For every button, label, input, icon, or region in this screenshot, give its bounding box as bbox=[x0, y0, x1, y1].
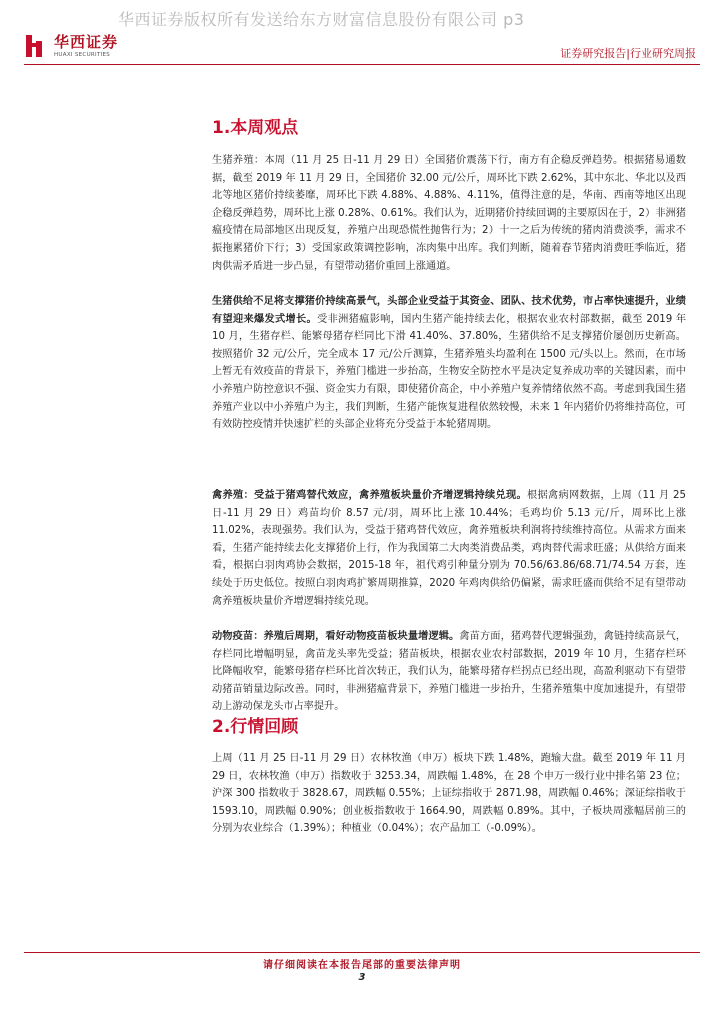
section-heading-market-review: 2.行情回顾 bbox=[212, 717, 299, 737]
watermark-text: 华西证券版权所有发送给东方财富信息股份有限公司 p3 bbox=[118, 10, 525, 29]
paragraph-lead: 动物疫苗：养殖后周期，看好动物疫苗板块量增逻辑。 bbox=[212, 631, 460, 642]
paragraph-lead: 禽养殖：受益于猪鸡替代效应，禽养殖板块量价齐增逻辑持续兑现。 bbox=[212, 490, 527, 501]
paragraph-poultry bbox=[212, 487, 686, 610]
paragraph-market-review bbox=[212, 750, 686, 838]
paragraph-text: 根据禽病网数据，上周（11 月 25 日-11 月 29 日）鸡苗均价 8.57 元/羽，周环比上涨 10.44%；毛鸡均价 5.13 元/斤，周环比上涨 11.02%，表现强势。我们认为，受益于猪鸡替代效应，禽养殖板块利润将持续维持高位。从需求方面来看，生猪产能持续去化支撑猪价上行，作为我国第二大肉类消费品类，鸡肉替代需求旺盛；从供给方面来看，根据白羽肉鸡协会数据，2015-18 年，祖代鸡引种量分别为 70.56/63.86/68.71/74.54 万套，连续处于历史低位。按照白羽肉鸡扩繁周期推算，2020 年鸡肉供给仍偏紧，需求旺盛而供给不足有望带动禽养殖板块量价齐增逻辑持续兑现。 bbox=[212, 490, 687, 607]
logo-english-name: HUAXI SECURITIES bbox=[54, 51, 111, 58]
paragraph-animal-vaccine bbox=[212, 628, 686, 716]
paragraph-text: 禽苗方面，猪鸡替代逻辑强劲，禽链持续高景气，存栏同比增幅明显，禽苗龙头率先受益；猪苗板块，根据农业农村部数据，2019 年 10 月，生猪存栏环比降幅收窄，能繁母猪存栏环比首次转正，我们认为，能繁母猪存栏拐点已经出现，高盈利驱动下有望带动猪苗销量边际改善。同时，非洲猪瘟背景下，养殖门槛进一步抬升，生猪养殖集中度加速提升，有望带动上游动保龙头市占率提升。 bbox=[212, 631, 687, 713]
paragraph-text: 生猪养殖：本周（11 月 25 日-11 月 29 日）全国猪价震荡下行，南方有企稳反弹趋势。根据猪易通数据，截至 2019 年 11 月 29 日，全国猪价 32.00 元/公斤，周环比下跌 2.62%，其中东北、华北以及西北等地区猪价持续萎靡，周环比下跌 4.88%、4.88%、4.11%，值得注意的是，华南、西南等地区出现企稳反弹趋势，周环比上涨 0.28%、0.61%。我们认为，近期猪价持续回调的主要原因在于，2）非洲猪瘟疫情在局部地区出现反复，养殖户出现恐慌性抛售行为；2）十一之后为传统的猪肉消费淡季，需求不振拖累猪价下行；3）受国家政策调控影响，冻肉集中出库。我们判断，随着春节猪肉消费旺季临近，猪肉供需矛盾进一步凸显，有望带动猪价重回上涨通道。 bbox=[212, 155, 686, 272]
section-heading-weekly-view: 1.本周观点 bbox=[212, 118, 299, 138]
paragraph-text: 受非洲猪瘟影响，国内生猪产能持续去化，根据农业农村部数据，截至 2019 年 10 月，生猪存栏、能繁母猪存栏同比下滑 41.40%、37.80%，生猪供给不足支撑猪价屡创历史新高。按照猪价 32 元/公斤，完全成本 17 元/公斤测算，生猪养殖头均盈利在 1500 元/头以上。然而，在市场上暂无有效疫苗的背景下，养殖门槛进一步抬高，生物安全防控水平是决定复养成功率的关键因素，而中小养殖户防控意识不强、资金实力有限，即使猪价高企，中小养殖户复养情绪依然不高。考虑到我国生猪养殖产业以中小养殖户为主，我们判断，生猪产能恢复进程依然较慢，未来 1 年内猪价仍将维持高位，可有效防控疫情并快速扩栏的头部企业将充分受益于本轮猪周期。 bbox=[212, 313, 687, 431]
legal-disclaimer-note: 请仔细阅读在本报告尾部的重要法律声明 bbox=[263, 960, 461, 971]
page-number: 3 bbox=[358, 972, 366, 983]
paragraph-text: 上周（11 月 25 日-11 月 29 日）农林牧渔（申万）板块下跌 1.48%，跑输大盘。截至 2019 年 11 月 29 日，农林牧渔（申万）指数收于 3253.34，周跌幅 1.48%，在 28 个申万一级行业中排名第 23 位；沪深 300 指数收于 3828.67，周跌幅 0.55%；上证综指收于 2871.98，周跌幅 0.46%；深证综指收于 1593.10，周跌幅 0.90%；创业板指数收于 1664.90，周跌幅 0.89%。其中，子板块周涨幅居前三的分别为农业综合（1.39%）；种植业（0.04%）；农产品加工（-0.09%）。 bbox=[212, 753, 686, 835]
header-divider bbox=[24, 64, 700, 65]
paragraph-hog-farming bbox=[212, 152, 686, 275]
paragraph-hog-supply bbox=[212, 293, 686, 434]
report-type-label: 证券研究报告|行业研究周报 bbox=[560, 47, 696, 60]
company-logo bbox=[24, 33, 118, 59]
logo-chinese-name: 华西证券 bbox=[54, 32, 119, 51]
logo-mark-icon bbox=[24, 33, 48, 59]
footer-divider bbox=[24, 952, 700, 953]
paragraph-lead: 生猪供给不足将支撑猪价持续高景气，头部企业受益于其资金、团队、技术优势，市占率快速提升，业绩有望迎来爆发式增长。 bbox=[212, 296, 686, 325]
